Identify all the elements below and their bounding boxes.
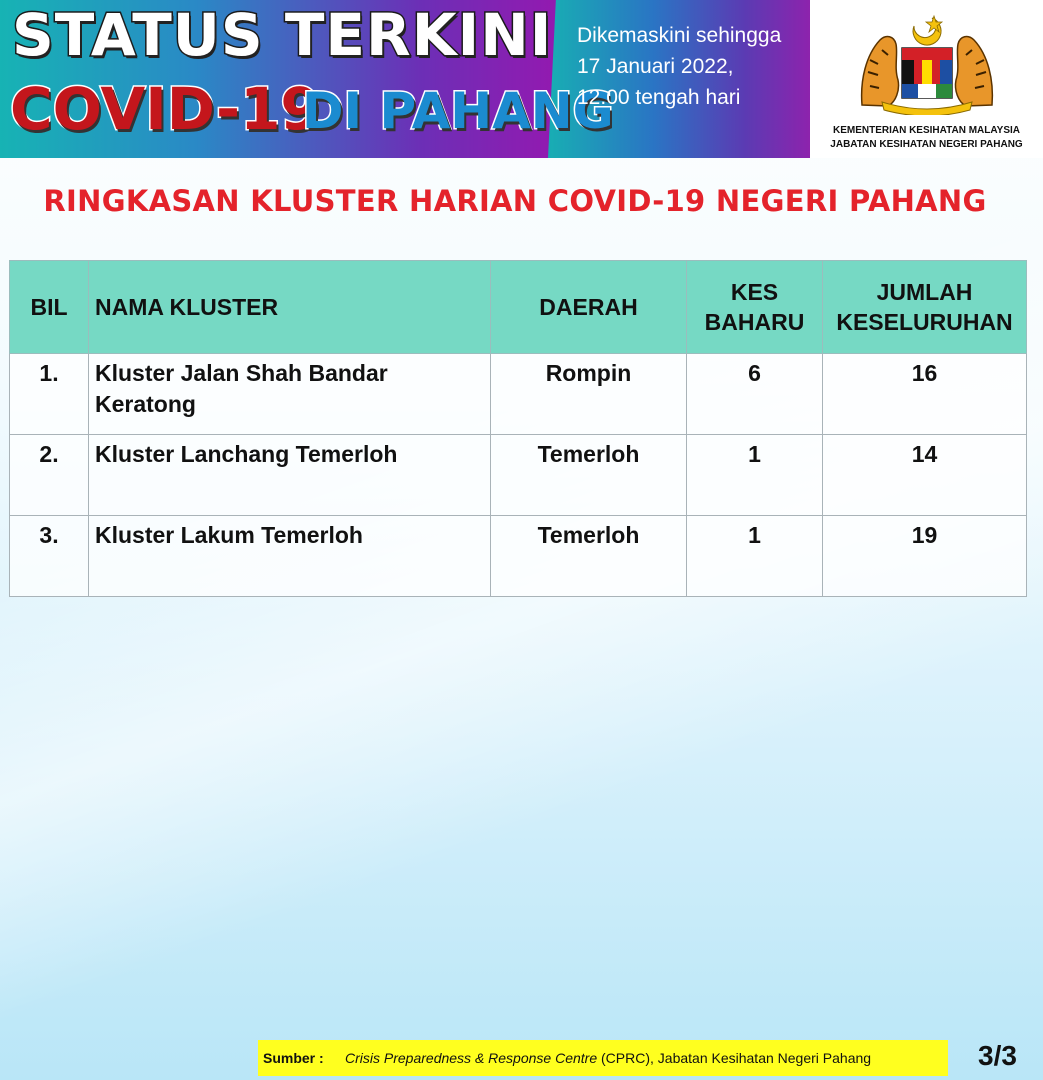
banner-title-place: DI PAHANG [302,82,614,140]
banner-title-covid: COVID-19 [10,75,321,143]
page-title: RINGKASAN KLUSTER HARIAN COVID-19 NEGERI PAHANG [43,184,987,218]
update-line3: 12.00 tengah hari [577,86,741,109]
header-jumlah [823,261,1027,354]
cell-daerah: Rompin [491,354,687,435]
source-note [258,1040,948,1076]
source-org: Crisis Preparedness & Response Centre [345,1050,598,1066]
header-jumlah-line1: JUMLAH [876,279,973,305]
header-kes-baharu [687,261,823,354]
cell-jumlah: 19 [823,516,1027,597]
cell-bil: 1. [10,354,89,435]
department-name: JABATAN KESIHATAN NEGERI PAHANG [830,139,1023,150]
cell-nama: Kluster Jalan Shah Bandar Keratong [89,354,491,435]
cell-nama: Kluster Lakum Temerloh [89,516,491,597]
header-nama: NAMA KLUSTER [89,261,491,354]
cluster-table [9,260,1027,597]
cell-jumlah: 16 [823,354,1027,435]
table-row [10,354,1027,435]
cell-kes-baharu: 6 [687,354,823,435]
ministry-name-block [810,124,1043,152]
ministry-logo-area [810,0,1043,158]
page-number: 3/3 [978,1040,1017,1071]
cell-daerah: Temerloh [491,516,687,597]
source-rest: (CPRC), Jabatan Kesihatan Negeri Pahang [601,1050,872,1066]
update-line1: Dikemaskini sehingga [577,24,782,47]
cell-nama: Kluster Lanchang Temerloh [89,435,491,516]
update-line2: 17 Januari 2022, [577,55,734,78]
source-text [345,1050,871,1066]
cell-kes-baharu: 1 [687,435,823,516]
cell-bil: 2. [10,435,89,516]
cell-kes-baharu: 1 [687,516,823,597]
source-label: Sumber : [263,1050,324,1066]
banner-title-line1: STATUS TERKINI [12,1,553,69]
header-banner [0,0,810,158]
header-jumlah-line2: KESELURUHAN [836,309,1013,335]
table-row [10,435,1027,516]
cell-daerah: Temerloh [491,435,687,516]
table-header-row [10,261,1027,354]
header-daerah: DAERAH [491,261,687,354]
cell-bil: 3. [10,516,89,597]
table-row [10,516,1027,597]
update-timestamp [577,20,781,113]
header-bil: BIL [10,261,89,354]
cell-jumlah: 14 [823,435,1027,516]
header-kes-line2: BAHARU [704,309,805,335]
header-kes-line1: KES [730,279,779,305]
malaysia-coat-of-arms-icon [852,10,1002,115]
ministry-name: KEMENTERIAN KESIHATAN MALAYSIA [832,125,1021,136]
